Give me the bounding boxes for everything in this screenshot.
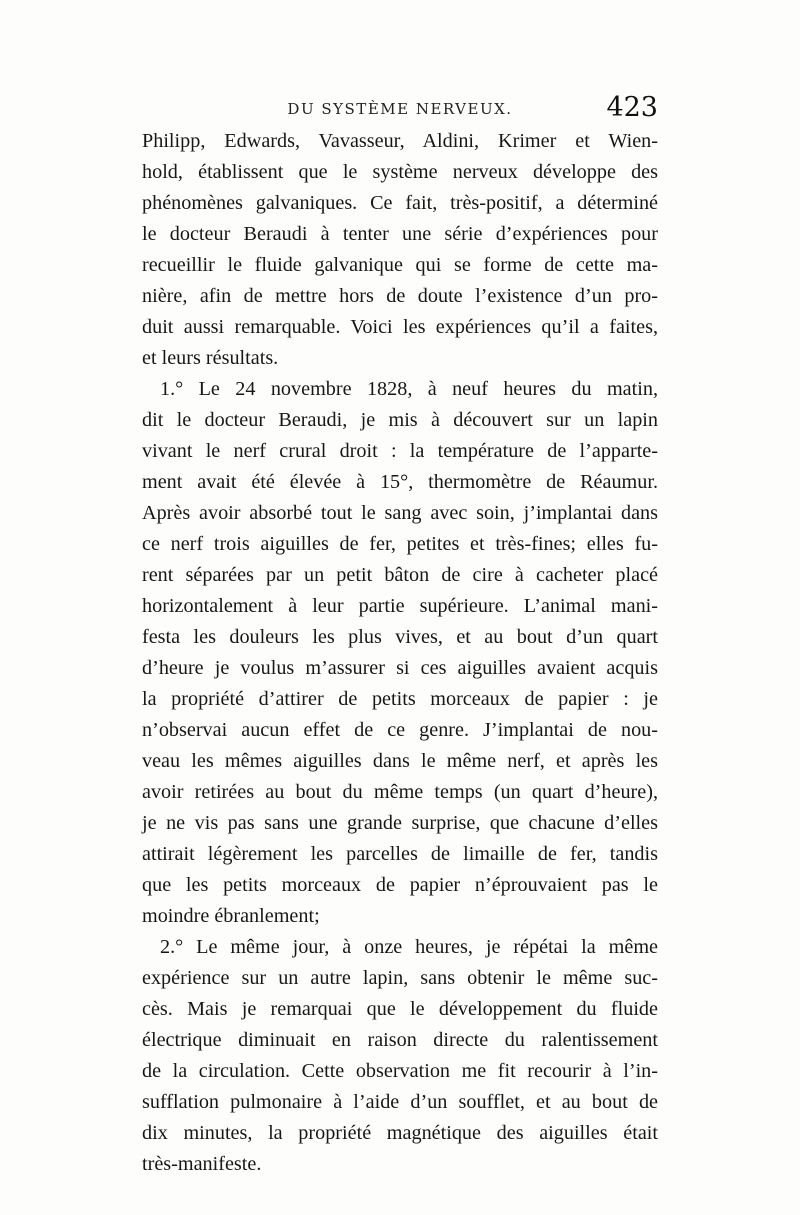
text-line: moindre ébranlement; (142, 905, 320, 927)
text-line: vivant le nerf crural droit : la température de l’apparte- (142, 440, 658, 462)
text-line: phénomènes galvaniques. Ce fait, très-positif, a déterminé (142, 192, 658, 214)
text-line: attirait légèrement les parcelles de limaille de fer, tandis (142, 843, 658, 865)
text-line: festa les douleurs les plus vives, et au bout d’un quart (142, 626, 658, 648)
paragraph (142, 374, 658, 932)
body-text (142, 126, 658, 1180)
text-line: 2.° Le même jour, à onze heures, je répétai la même (160, 936, 658, 958)
running-title: DU SYSTÈME NERVEUX. (287, 100, 513, 118)
text-line: 1.° Le 24 novembre 1828, à neuf heures du matin, (160, 378, 658, 400)
text-line: très-manifeste. (142, 1153, 262, 1175)
text-line: recueillir le fluide galvanique qui se forme de cette ma- (142, 254, 658, 276)
text-line: de la circulation. Cette observation me fit recourir à l’in- (142, 1060, 658, 1082)
text-line: sufflation pulmonaire à l’aide d’un soufflet, et au bout de (142, 1091, 658, 1113)
text-line: rent séparées par un petit bâton de cire à cacheter placé (142, 564, 658, 586)
text-line: et leurs résultats. (142, 347, 279, 369)
text-line: nière, afin de mettre hors de doute l’existence d’un pro- (142, 285, 658, 307)
paragraph (142, 126, 658, 374)
text-line: horizontalement à leur partie supérieure. L’animal mani- (142, 595, 658, 617)
text-line: dit le docteur Beraudi, je mis à découvert sur un lapin (142, 409, 658, 431)
text-line: ment avait été élevée à 15°, thermomètre de Réaumur. (142, 471, 658, 493)
text-line: ce nerf trois aiguilles de fer, petites et très-fines; elles fu- (142, 533, 658, 555)
text-line: expérience sur un autre lapin, sans obtenir le même suc- (142, 967, 658, 989)
paragraph (142, 932, 658, 1180)
text-line: d’heure je voulus m’assurer si ces aiguilles avaient acquis (142, 657, 658, 679)
text-line: Philipp, Edwards, Vavasseur, Aldini, Krimer et Wien- (142, 130, 658, 152)
text-line: avoir retirées au bout du même temps (un quart d’heure), (142, 781, 658, 803)
text-line: électrique diminuait en raison directe du ralentissement (142, 1029, 658, 1051)
text-line: Après avoir absorbé tout le sang avec soin, j’implantai dans (142, 502, 658, 524)
text-line: dix minutes, la propriété magnétique des aiguilles était (142, 1122, 658, 1144)
text-line: hold, établissent que le système nerveux développe des (142, 161, 658, 183)
text-line: le docteur Beraudi à tenter une série d’expériences pour (142, 223, 658, 245)
text-line: je ne vis pas sans une grande surprise, que chacune d’elles (142, 812, 658, 834)
text-line: que les petits morceaux de papier n’éprouvaient pas le (142, 874, 658, 896)
text-line: n’observai aucun effet de ce genre. J’implantai de nou- (142, 719, 658, 741)
page-header (142, 92, 658, 126)
text-line: duit aussi remarquable. Voici les expériences qu’il a faites, (142, 316, 658, 338)
text-line: veau les mêmes aiguilles dans le même nerf, et après les (142, 750, 658, 772)
text-line: la propriété d’attirer de petits morceaux de papier : je (142, 688, 658, 710)
page-number: 423 (606, 92, 658, 123)
text-line: cès. Mais je remarquai que le développement du fluide (142, 998, 658, 1020)
